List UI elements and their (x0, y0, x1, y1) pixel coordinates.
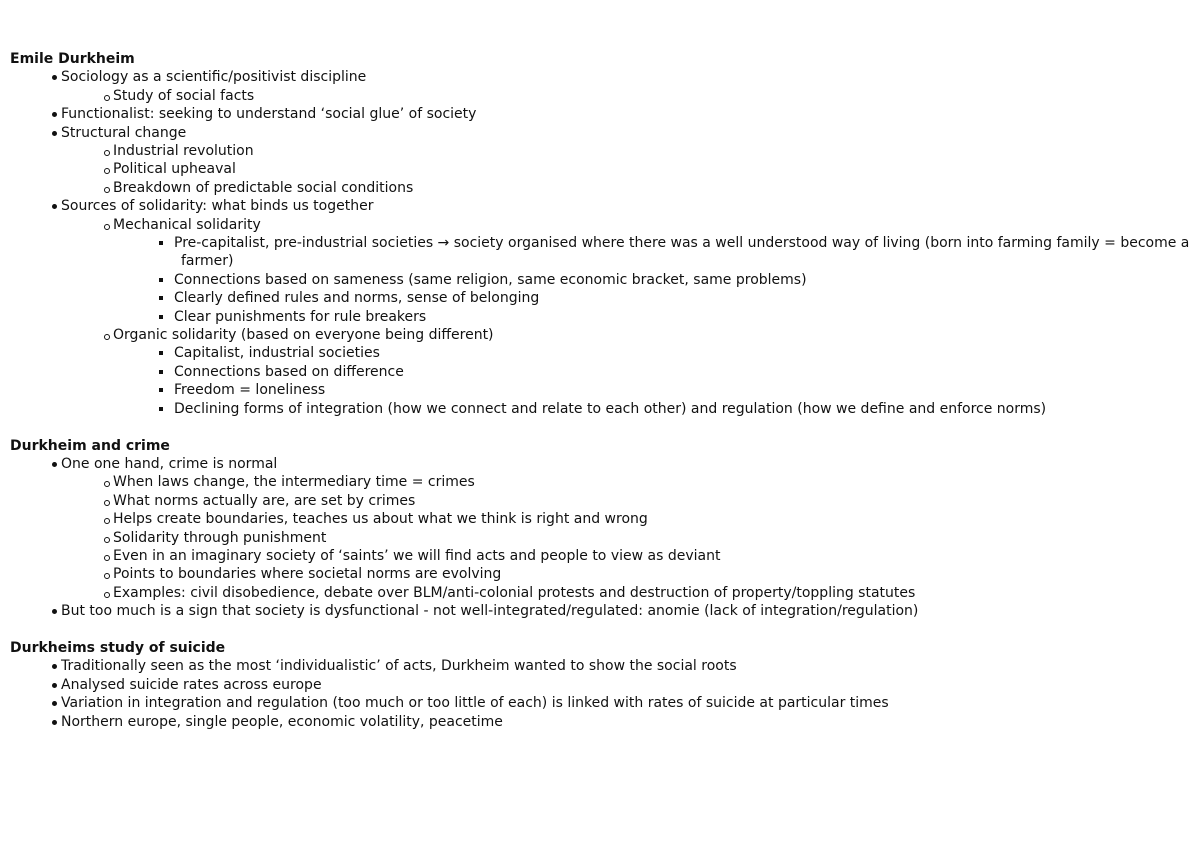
bullet-circle-icon (104, 150, 110, 156)
list-item (10, 105, 1190, 123)
list-item-text: One one hand, crime is normal (61, 455, 278, 472)
list-item (10, 234, 1190, 271)
section-heading: Durkheim and crime (10, 437, 170, 454)
list-item (10, 344, 1190, 362)
list-item-text: Clear punishments for rule breakers (174, 308, 427, 325)
list-item-text: Breakdown of predictable social conditions (113, 179, 414, 196)
list-item (10, 529, 1190, 547)
bullet-square-icon (159, 241, 163, 245)
list-item-text: Sources of solidarity: what binds us together (61, 198, 374, 215)
bullet-circle-icon (104, 500, 110, 506)
list-item (10, 216, 1190, 234)
bullet-circle-icon (104, 168, 110, 174)
list-item-text: Clearly defined rules and norms, sense of belonging (174, 290, 540, 307)
bullet-dot-icon (52, 720, 57, 725)
bullet-circle-icon (104, 187, 110, 193)
bullet-circle-icon (104, 95, 110, 101)
list-item (10, 492, 1190, 510)
bullet-square-icon (159, 315, 163, 319)
list-item-text: Political upheaval (113, 161, 236, 178)
bullet-square-icon (159, 388, 163, 392)
bullet-list (10, 68, 1190, 418)
list-item (10, 676, 1190, 694)
list-item (10, 289, 1190, 307)
bullet-circle-icon (104, 518, 110, 524)
list-item (10, 179, 1190, 197)
list-item-text: Organic solidarity (based on everyone being different) (113, 327, 494, 344)
list-item-text: Connections based on difference (174, 363, 404, 380)
list-item-text: Even in an imaginary society of ‘saints’ we will find acts and people to view as deviant (113, 547, 721, 564)
list-item (10, 565, 1190, 583)
list-item (10, 326, 1190, 344)
list-item-text: Freedom = loneliness (174, 382, 326, 399)
bullet-dot-icon (52, 204, 57, 209)
bullet-circle-icon (104, 334, 110, 340)
document-body (10, 50, 1190, 731)
bullet-dot-icon (52, 131, 57, 136)
list-item-text: Industrial revolution (113, 143, 254, 160)
bullet-square-icon (159, 351, 163, 355)
list-item (10, 602, 1190, 620)
note-section (10, 639, 1190, 731)
list-item-text: Functionalist: seeking to understand ‘social glue’ of society (61, 106, 477, 123)
list-item-text: Northern europe, single people, economic volatility, peacetime (61, 713, 503, 730)
list-item-text: Sociology as a scientific/positivist discipline (61, 69, 367, 86)
bullet-circle-icon (104, 224, 110, 230)
list-item (10, 657, 1190, 675)
list-item (10, 160, 1190, 178)
list-item-text: Examples: civil disobedience, debate over BLM/anti-colonial protests and destruction of property/toppling statutes (113, 584, 916, 601)
list-item-text: Mechanical solidarity (113, 216, 261, 233)
list-item (10, 124, 1190, 142)
list-item (10, 68, 1190, 86)
list-item-text: When laws change, the intermediary time = crimes (113, 474, 475, 491)
list-item-text: Capitalist, industrial societies (174, 345, 380, 362)
section-heading: Emile Durkheim (10, 51, 135, 67)
bullet-circle-icon (104, 573, 110, 579)
list-item-text: Helps create boundaries, teaches us about what we think is right and wrong (113, 511, 648, 528)
bullet-square-icon (159, 278, 163, 282)
bullet-square-icon (159, 296, 163, 300)
bullet-square-icon (159, 407, 163, 411)
bullet-dot-icon (52, 701, 57, 706)
list-item (10, 694, 1190, 712)
bullet-circle-icon (104, 537, 110, 543)
bullet-list (10, 455, 1190, 621)
list-item (10, 197, 1190, 215)
note-section (10, 50, 1190, 418)
list-item (10, 713, 1190, 731)
list-item (10, 142, 1190, 160)
list-item-text: Study of social facts (113, 87, 255, 104)
list-item-text: Analysed suicide rates across europe (61, 676, 322, 693)
list-item (10, 584, 1190, 602)
list-item (10, 271, 1190, 289)
list-item-text: Connections based on sameness (same religion, same economic bracket, same problems) (174, 271, 807, 288)
bullet-dot-icon (52, 609, 57, 614)
bullet-dot-icon (52, 112, 57, 117)
bullet-circle-icon (104, 555, 110, 561)
list-item (10, 400, 1190, 418)
list-item (10, 363, 1190, 381)
note-section (10, 437, 1190, 621)
list-item-text: Solidarity through punishment (113, 529, 327, 546)
bullet-circle-icon (104, 481, 110, 487)
list-item (10, 510, 1190, 528)
list-item (10, 308, 1190, 326)
list-item (10, 381, 1190, 399)
list-item (10, 473, 1190, 491)
bullet-dot-icon (52, 462, 57, 467)
bullet-list (10, 657, 1190, 731)
bullet-circle-icon (104, 592, 110, 598)
section-heading: Durkheims study of suicide (10, 639, 226, 656)
list-item (10, 87, 1190, 105)
list-item-text: Traditionally seen as the most ‘individualistic’ of acts, Durkheim wanted to show the social roots (61, 658, 737, 675)
bullet-dot-icon (52, 664, 57, 669)
list-item-text: Pre-capitalist, pre-industrial societies → society organised where there was a well understood way of living (born into farming family = become a farmer) (174, 235, 1190, 270)
list-item-text: Structural change (61, 124, 187, 141)
list-item (10, 455, 1190, 473)
bullet-dot-icon (52, 683, 57, 688)
list-item-text: Points to boundaries where societal norms are evolving (113, 566, 502, 583)
bullet-dot-icon (52, 75, 57, 80)
list-item-text: Declining forms of integration (how we connect and relate to each other) and regulation (how we define and enforce norms) (174, 400, 1047, 417)
list-item-text: But too much is a sign that society is dysfunctional - not well-integrated/regulated: anomie (lack of integration/regulation) (61, 603, 919, 620)
list-item (10, 547, 1190, 565)
bullet-square-icon (159, 370, 163, 374)
list-item-text: What norms actually are, are set by crimes (113, 492, 416, 509)
list-item-text: Variation in integration and regulation (too much or too little of each) is linked with rates of suicide at particular times (61, 695, 889, 712)
